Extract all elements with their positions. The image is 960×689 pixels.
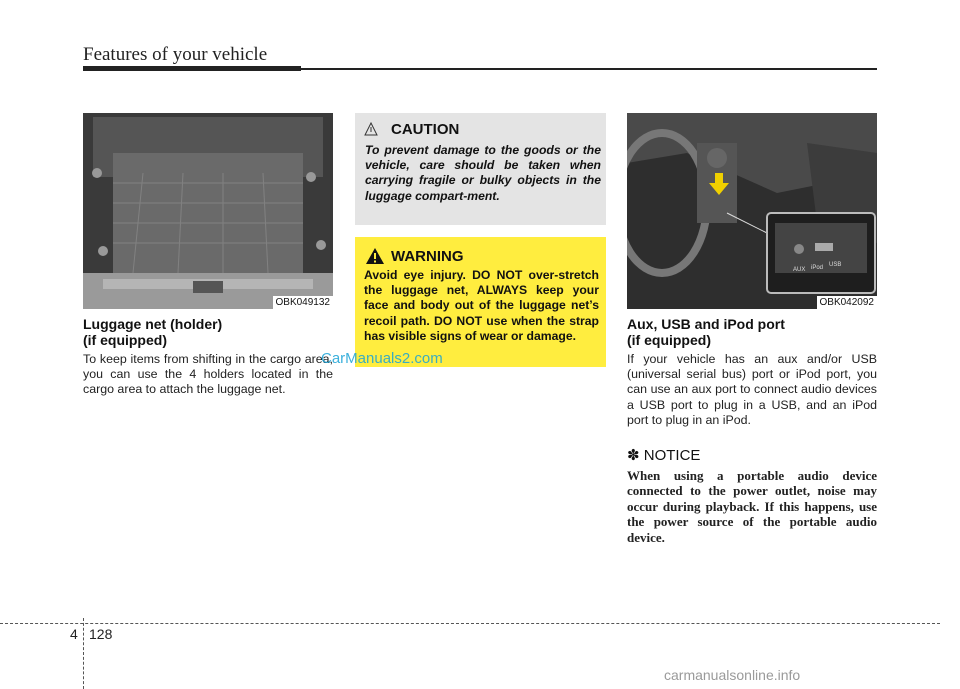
- luggage-net-body: To keep items from shifting in the cargo area, you can use the 4 holders located in the cargo area to attach the luggage net.: [83, 352, 333, 397]
- page-number: 128: [89, 626, 113, 642]
- aux-port-body: If your vehicle has an aux and/or USB (universal serial bus) port or iPod port, you can use an aux port to connect audio devices a USB port to plug in a USB, and an iPod port to plug in an iPod.: [627, 352, 877, 427]
- chapter-number: 4: [70, 626, 78, 642]
- trunk-illustration: [83, 113, 333, 309]
- footer-rule: [0, 623, 940, 624]
- aux-port-title: Aux, USB and iPod port (if equipped): [627, 316, 785, 348]
- photo-code-right: OBK042092: [817, 296, 878, 309]
- header-rule-thin: [301, 68, 877, 70]
- console-illustration: [627, 113, 877, 309]
- usb-label: USB: [829, 262, 842, 268]
- warning-triangle-icon: [365, 247, 385, 265]
- caution-triangle-icon: [364, 122, 378, 136]
- aux-usb-port-photo: [627, 113, 877, 309]
- warning-heading: WARNING: [391, 248, 464, 265]
- watermark-text: CarManuals2.com: [321, 350, 443, 367]
- site-footer-link[interactable]: carmanualsonline.info: [664, 667, 801, 683]
- warning-box: [355, 237, 606, 367]
- notice-heading: ✽ NOTICE: [627, 447, 701, 464]
- photo-code-left: OBK049132: [273, 296, 334, 309]
- luggage-net-photo: [83, 113, 333, 309]
- caution-box: [355, 113, 606, 225]
- caution-text: To prevent damage to the goods or the vehicle, care should be taken when carrying fragile or bulky objects in the luggage compart-ment.: [365, 143, 601, 203]
- footer-divider: [83, 618, 84, 689]
- ipod-label: iPod: [811, 265, 824, 271]
- header-rule-thick: [83, 66, 301, 71]
- notice-text: When using a portable audio device connected to the power outlet, noise may occur during playback. If this happens, use the power source of the portable audio device.: [627, 468, 877, 545]
- caution-heading: CAUTION: [391, 121, 460, 138]
- warning-text: Avoid eye injury. DO NOT over-stretch the luggage net, ALWAYS keep your face and body out of the luggage net’s recoil path. DO NOT use when the strap has visible signs of wear or damage.: [364, 268, 599, 343]
- page-header-title: Features of your vehicle: [83, 44, 268, 65]
- aux-label: AUX: [793, 267, 806, 273]
- luggage-net-title: Luggage net (holder) (if equipped): [83, 316, 223, 348]
- notice-star-icon: ✽: [627, 447, 640, 464]
